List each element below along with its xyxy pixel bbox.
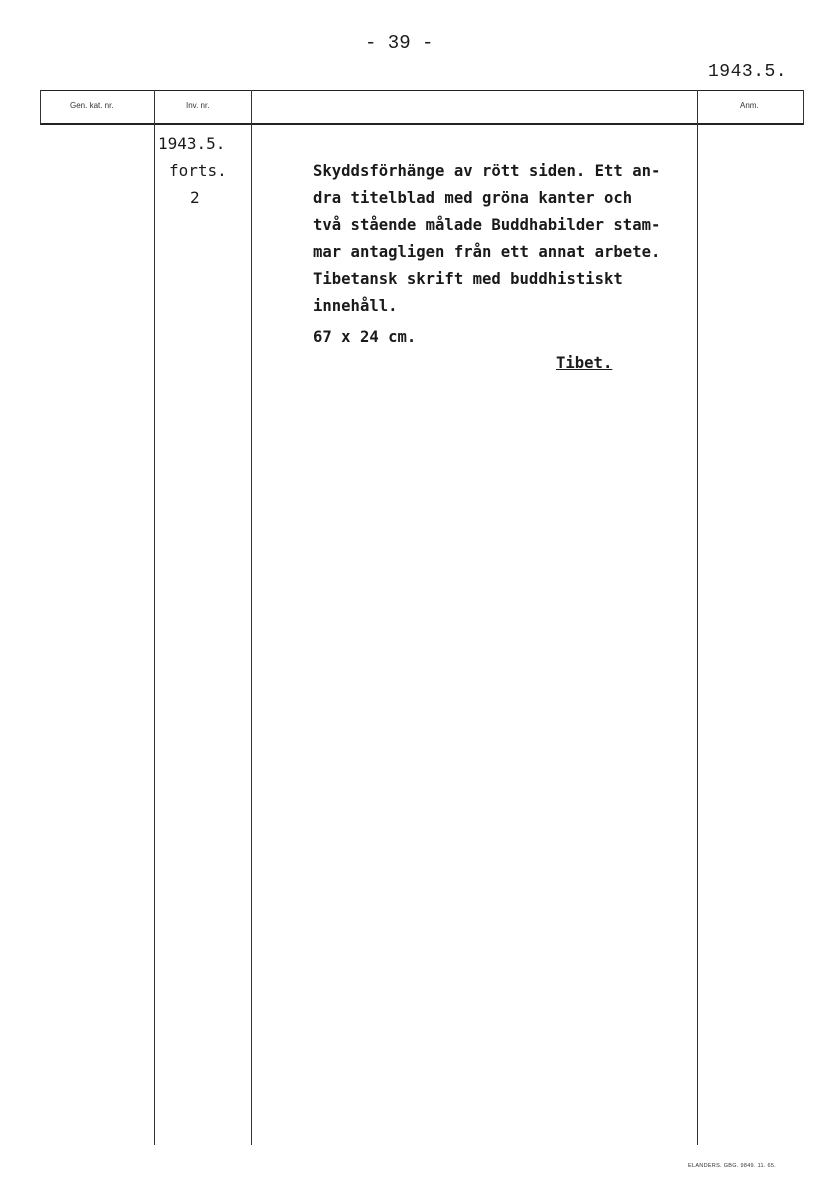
column-divider-2 (251, 90, 252, 1145)
description-line: innehåll. (313, 297, 398, 315)
printer-mark: ELANDERS. GBG. 9849. 11. 65. (688, 1163, 777, 1169)
column-divider-1 (154, 90, 155, 1145)
inv-continued: forts. (169, 161, 227, 180)
entry-dimensions: 67 x 24 cm. (313, 328, 417, 346)
catalog-number-top: 1943.5. (708, 62, 788, 82)
description-line: Tibetansk skrift med buddhistiskt (313, 270, 623, 288)
header-inv-nr: Inv. nr. (186, 101, 210, 110)
inv-number: 1943.5. (158, 134, 226, 153)
column-divider-right (803, 90, 804, 125)
column-divider-left (40, 90, 41, 125)
description-line: mar antagligen från ett annat arbete. (313, 243, 661, 261)
description-line: Skyddsförhänge av rött siden. Ett an- (313, 162, 661, 180)
entry-origin: Tibet. (556, 354, 613, 372)
header-gen-kat-nr: Gen. kat. nr. (70, 101, 114, 110)
description-line: dra titelblad med gröna kanter och (313, 189, 633, 207)
description-line: två stående målade Buddhabilder stam- (313, 216, 661, 234)
header-anm: Anm. (740, 101, 759, 110)
page-number: - 39 - (365, 32, 434, 54)
inv-sub-number: 2 (190, 188, 200, 207)
entry-description (313, 158, 703, 320)
